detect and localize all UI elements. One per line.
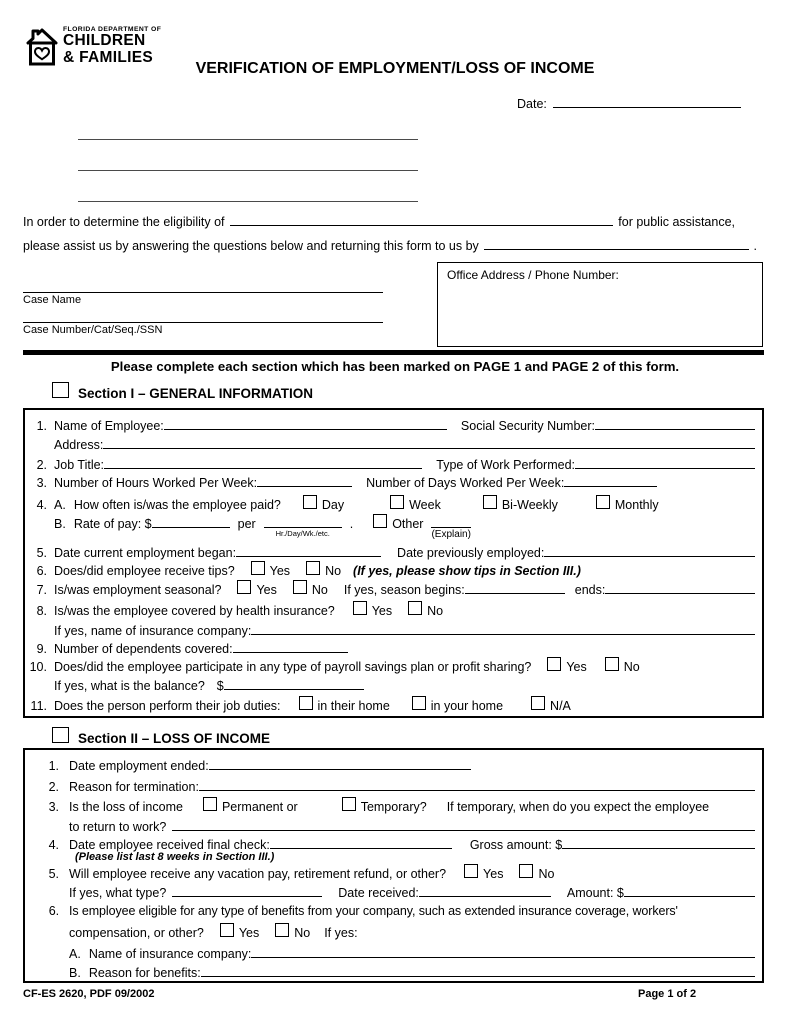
permanent-checkbox[interactable] <box>203 797 217 811</box>
office-address-label: Office Address / Phone Number: <box>447 268 619 282</box>
other-pay-label: Other <box>392 517 424 531</box>
per-label: per <box>237 517 256 531</box>
address-input[interactable] <box>103 435 755 449</box>
date-label: Date: <box>517 97 547 111</box>
employment-ended-input[interactable] <box>209 756 471 770</box>
s1-item7-row <box>27 580 755 601</box>
return-to-work-input[interactable] <box>172 817 755 831</box>
benefits-no-checkbox[interactable] <box>275 923 289 937</box>
benefits-question-line2: compensation, or other? <box>69 926 204 940</box>
hours-per-week-input[interactable] <box>257 473 352 487</box>
season-ends-input[interactable] <box>605 580 755 594</box>
termination-reason-label: Reason for termination: <box>69 780 199 794</box>
s2-item3-return-row <box>27 817 755 835</box>
tips-yes-label: Yes <box>269 564 291 578</box>
their-home-checkbox[interactable] <box>299 696 313 710</box>
addressee-line-1-input[interactable] <box>78 139 418 140</box>
your-home-label: in your home <box>430 699 504 713</box>
previously-employed-label: Date previously employed: <box>397 546 545 560</box>
their-home-label: in their home <box>317 699 390 713</box>
s2-item6a-letter: A. <box>69 947 81 961</box>
season-ends-label: ends: <box>574 583 606 597</box>
insurance-no-label: No <box>427 604 444 618</box>
case-number-field <box>23 310 383 336</box>
job-title-input[interactable] <box>104 455 422 469</box>
s2-item6-row <box>27 904 755 923</box>
rate-of-pay-label: Rate of pay: $ <box>73 517 152 531</box>
s1-item1-row <box>27 416 755 435</box>
intro-line2-period: . <box>753 239 757 253</box>
savings-yes-label: Yes <box>566 660 587 674</box>
savings-no-checkbox[interactable] <box>605 657 619 671</box>
permanent-label: Permanent or <box>221 800 298 814</box>
amount-label: Amount: $ <box>566 886 624 900</box>
logo-dept-text: FLORIDA DEPARTMENT OF <box>63 26 162 33</box>
season-begins-label: If yes, season begins: <box>343 583 465 597</box>
benefits-reason-label: Reason for benefits: <box>88 966 201 980</box>
savings-yes-checkbox[interactable] <box>547 657 561 671</box>
temporary-label: Temporary? <box>360 800 427 814</box>
work-type-input[interactable] <box>575 455 755 469</box>
s2-item6b-row <box>27 963 755 981</box>
work-type-label: Type of Work Performed: <box>436 458 575 472</box>
s2-item1-num: 1. <box>48 759 59 773</box>
season-begins-input[interactable] <box>465 580 565 594</box>
days-per-week-input[interactable] <box>564 473 657 487</box>
employment-began-input[interactable] <box>236 543 381 557</box>
pay-period-stack <box>264 514 342 538</box>
logo-name-line2: & FAMILIES <box>63 48 153 66</box>
termination-reason-input[interactable] <box>199 777 755 791</box>
other-pay-checkbox[interactable] <box>373 514 387 528</box>
gross-amount-input[interactable] <box>562 835 755 849</box>
savings-no-label: No <box>623 660 640 674</box>
amount-input[interactable] <box>624 883 755 897</box>
insurance-yes-label: Yes <box>371 604 393 618</box>
seasonal-no-checkbox[interactable] <box>293 580 307 594</box>
s1-item6-row <box>27 561 755 580</box>
day-label: Day <box>321 498 345 512</box>
s2-item6b-letter: B. <box>69 966 81 980</box>
monthly-checkbox[interactable] <box>596 495 610 509</box>
hours-per-week-label: Number of Hours Worked Per Week: <box>54 476 258 490</box>
seasonal-question: Is/was employment seasonal? <box>54 583 222 597</box>
savings-plan-question: Does/did the employee participate in any type of payroll savings plan or profit sharing? <box>54 660 532 674</box>
s1-item1-num: 1. <box>36 419 47 433</box>
vacation-yes-checkbox[interactable] <box>464 864 478 878</box>
tips-yes-checkbox[interactable] <box>251 561 265 575</box>
explain-hint: (Explain) <box>431 529 471 540</box>
benefits-insurance-company-label: Name of insurance company: <box>88 947 252 961</box>
week-checkbox[interactable] <box>390 495 404 509</box>
na-checkbox[interactable] <box>531 696 545 710</box>
gross-amount-label: Gross amount: $ <box>469 838 563 852</box>
other-explain-stack <box>431 514 470 540</box>
insurance-no-checkbox[interactable] <box>408 601 422 615</box>
s1-item9-num: 9. <box>36 642 47 656</box>
return-to-work-label: to return to work? <box>69 820 167 834</box>
balance-input[interactable] <box>224 676 364 690</box>
insurance-company-label: If yes, name of insurance company: <box>54 624 252 638</box>
benefits-if-yes-label: If yes: <box>324 926 358 940</box>
vacation-yes-label: Yes <box>483 867 504 881</box>
vacation-type-input[interactable] <box>172 883 322 897</box>
temporary-checkbox[interactable] <box>342 797 356 811</box>
intro-line1-text: In order to determine the eligibility of <box>23 215 225 229</box>
s2-item3-row <box>27 797 755 817</box>
rate-period-dot: . <box>349 517 354 531</box>
seasonal-no-label: No <box>311 583 328 597</box>
pay-period-unit-hint: Hr./Day/Wk./etc. <box>275 529 330 538</box>
intro-line1-tail: for public assistance, <box>618 215 735 229</box>
s1-item3-row <box>27 473 755 495</box>
health-insurance-question: Is/was the employee covered by health insurance? <box>54 604 335 618</box>
section1-title: Section I – GENERAL INFORMATION <box>78 386 314 401</box>
loss-type-question: Is the loss of income <box>69 800 183 814</box>
previously-employed-input[interactable] <box>544 543 755 557</box>
date-received-label: Date received: <box>338 886 419 900</box>
s1-item4a-row <box>27 495 755 514</box>
s1-item5-num: 5. <box>36 546 47 560</box>
s1-item4b-row <box>27 514 755 543</box>
vacation-type-label: If yes, what type? <box>69 886 167 900</box>
dependents-covered-input[interactable] <box>233 639 348 653</box>
if-temporary-text: If temporary, when do you expect the employee <box>446 800 710 814</box>
section1-box <box>23 408 764 718</box>
final-check-label: Date employee received final check: <box>69 838 270 852</box>
vacation-no-label: No <box>538 867 555 881</box>
s2-item4-num: 4. <box>48 838 59 852</box>
s1-item4-num: 4. <box>36 498 47 512</box>
return-by-date-input[interactable] <box>484 236 749 250</box>
form-title: VERIFICATION OF EMPLOYMENT/LOSS OF INCOME <box>195 60 595 77</box>
other-explain-input[interactable] <box>431 514 470 528</box>
days-per-week-label: Number of Days Worked Per Week: <box>366 476 565 490</box>
s1-item10-row <box>27 657 755 676</box>
s1-item6-num: 6. <box>36 564 47 578</box>
s2-item6-row2 <box>27 923 755 944</box>
job-title-label: Job Title: <box>54 458 105 472</box>
instruction-text: Please complete each section which has been marked on PAGE 1 and PAGE 2 of this form. <box>110 359 680 374</box>
benefits-no-label: No <box>294 926 311 940</box>
s1-item4a-letter: A. <box>54 498 66 512</box>
vacation-no-checkbox[interactable] <box>519 864 533 878</box>
employment-ended-label: Date employment ended: <box>69 759 209 773</box>
monthly-label: Monthly <box>614 498 659 512</box>
benefits-insurance-company-input[interactable] <box>251 944 755 958</box>
s2-item2-num: 2. <box>48 780 59 794</box>
s1-item10-num: 10. <box>29 660 47 674</box>
intro-line2-text: please assist us by answering the questions below and returning this form to us by <box>23 239 479 253</box>
s1-item11-num: 11. <box>30 699 47 713</box>
employee-name-input[interactable] <box>164 416 447 430</box>
s2-item5-detail-row <box>27 883 755 904</box>
s2-item4-row <box>27 835 755 851</box>
s1-item11-row <box>27 696 755 716</box>
office-address-box[interactable] <box>437 262 763 347</box>
your-home-checkbox[interactable] <box>412 696 426 710</box>
tips-no-label: No <box>325 564 342 578</box>
benefits-reason-input[interactable] <box>201 963 755 977</box>
ssn-input[interactable] <box>595 416 755 430</box>
section2-box <box>23 748 764 983</box>
tips-question: Does/did employee receive tips? <box>54 564 235 578</box>
case-name-label: Case Name <box>23 294 82 306</box>
s2-item5-num: 5. <box>48 867 59 881</box>
seasonal-yes-label: Yes <box>256 583 277 597</box>
case-number-input[interactable] <box>23 310 383 323</box>
s1-item8-num: 8. <box>36 604 47 618</box>
final-check-date-input[interactable] <box>270 835 452 849</box>
week-label: Week <box>409 498 441 512</box>
s1-item7-num: 7. <box>36 583 47 597</box>
s1-item3-num: 3. <box>36 476 47 490</box>
na-label: N/A <box>550 699 571 713</box>
s1-item9-row <box>27 639 755 657</box>
form-number: CF-ES 2620, PDF 09/2002 <box>23 988 155 1000</box>
case-name-input[interactable] <box>23 280 383 293</box>
benefits-question-line1: Is employee eligible for any type of benefits from your company, such as extended insurance coverage, workers' <box>69 904 678 918</box>
date-input[interactable] <box>553 94 741 108</box>
rate-of-pay-input[interactable] <box>152 514 230 528</box>
s1-item2-row <box>27 455 755 473</box>
s1-item4b-letter: B. <box>54 517 66 531</box>
insurance-yes-checkbox[interactable] <box>353 601 367 615</box>
employee-name-label: Name of Employee: <box>54 419 164 433</box>
s1-item1-address-row <box>27 435 755 455</box>
seasonal-yes-checkbox[interactable] <box>237 580 251 594</box>
balance-dollar-sign: $ <box>216 679 224 693</box>
pay-frequency-question: How often is/was the employee paid? <box>73 498 281 512</box>
s2-item1-row <box>27 756 755 777</box>
divider-bar <box>23 350 764 355</box>
s2-item6-num: 6. <box>48 904 59 918</box>
biweekly-label: Bi-Weekly <box>501 498 558 512</box>
day-checkbox[interactable] <box>303 495 317 509</box>
section2-title: Section II – LOSS OF INCOME <box>78 731 271 746</box>
logo-name-line1: CHILDREN <box>63 32 146 49</box>
pay-period-input[interactable] <box>264 514 342 528</box>
addressee-line-2-input[interactable] <box>78 170 418 171</box>
benefits-yes-label: Yes <box>238 926 260 940</box>
benefits-yes-checkbox[interactable] <box>220 923 234 937</box>
employment-began-label: Date current employment began: <box>54 546 237 560</box>
biweekly-checkbox[interactable] <box>483 495 497 509</box>
s2-item4-note-row <box>27 851 755 864</box>
section2-marker-checkbox[interactable] <box>52 727 69 743</box>
insurance-company-input[interactable] <box>251 621 755 635</box>
s1-item8-company-row <box>27 621 755 639</box>
s2-item2-row <box>27 777 755 797</box>
date-received-input[interactable] <box>419 883 551 897</box>
job-duties-question: Does the person perform their job duties: <box>54 699 281 713</box>
last-8-weeks-note: (Please list last 8 weeks in Section III.) <box>75 851 275 863</box>
case-number-label: Case Number/Cat/Seq./SSN <box>23 324 163 336</box>
tips-note: (If yes, please show tips in Section III.) <box>353 564 581 578</box>
s2-item3-num: 3. <box>48 800 59 814</box>
s1-item10-balance-row <box>27 676 755 696</box>
address-label: Address: <box>54 438 104 452</box>
s1-item5-row <box>27 543 755 561</box>
s1-item8-row <box>27 601 755 621</box>
ssn-label: Social Security Number: <box>460 419 595 433</box>
eligibility-name-input[interactable] <box>230 212 614 226</box>
intro-paragraph <box>23 212 761 260</box>
case-name-field <box>23 280 383 306</box>
addressee-line-3-input[interactable] <box>78 201 418 202</box>
balance-question: If yes, what is the balance? <box>54 679 205 693</box>
s2-item5-row <box>27 864 755 883</box>
section1-marker-checkbox[interactable] <box>52 382 69 398</box>
s2-item6a-row <box>27 944 755 963</box>
dependents-covered-label: Number of dependents covered: <box>54 642 233 656</box>
vacation-pay-question: Will employee receive any vacation pay, retirement refund, or other? <box>69 867 447 881</box>
s1-item2-num: 2. <box>36 458 47 472</box>
tips-no-checkbox[interactable] <box>306 561 320 575</box>
page-number: Page 1 of 2 <box>638 988 697 1000</box>
